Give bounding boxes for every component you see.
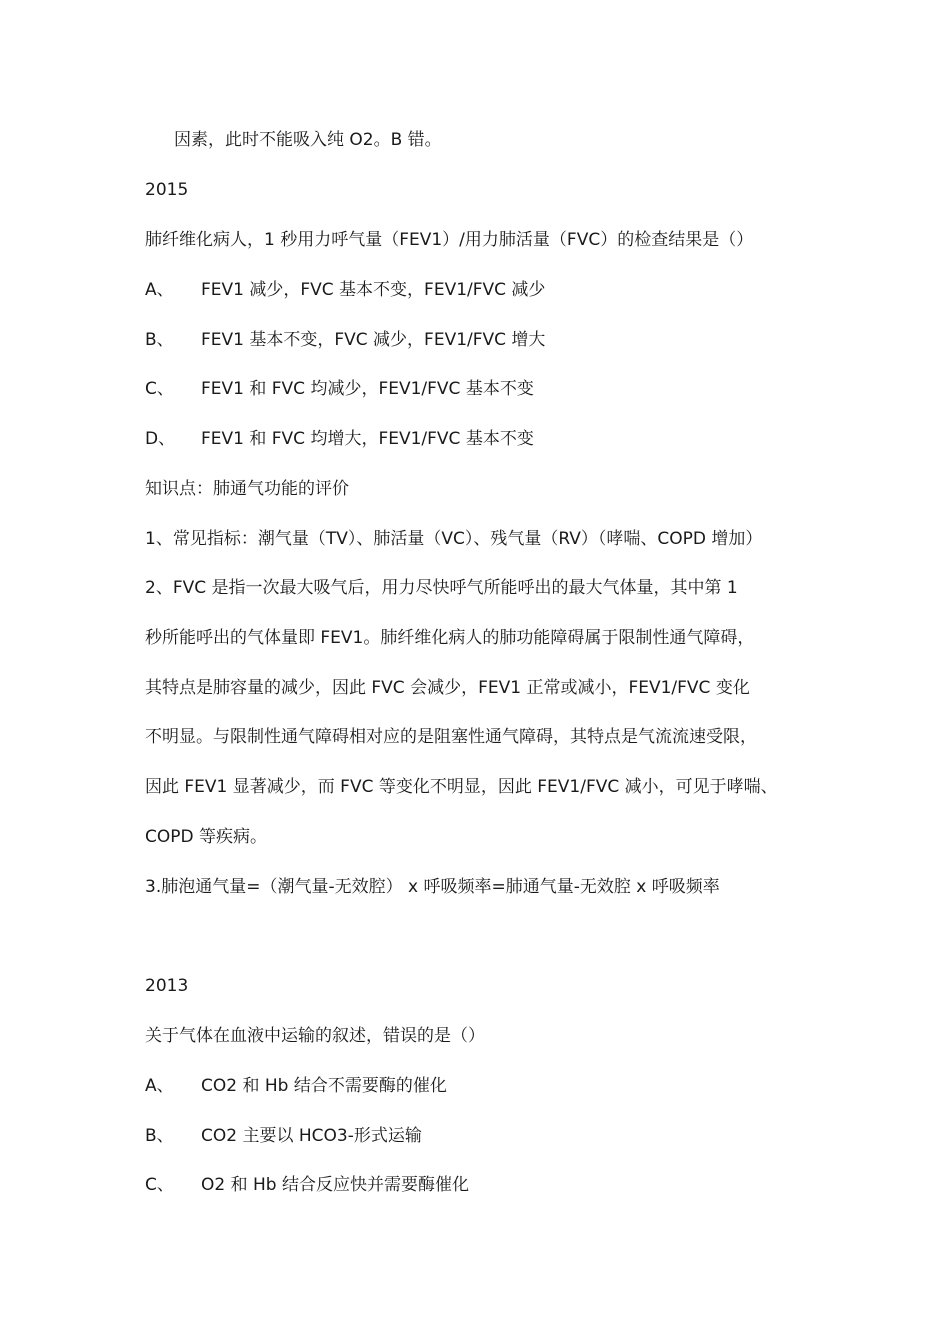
option-c: [145, 377, 815, 401]
option-b: [145, 1124, 815, 1148]
question-year-2013: 2013: [145, 976, 189, 996]
option-letter: A、: [145, 1076, 174, 1096]
question-stem-2013: 关于气体在血液中运输的叙述，错误的是（）: [145, 1026, 485, 1046]
option-letter: D、: [145, 429, 176, 449]
option-text: FEV1 基本不变，FVC 减少，FEV1/FVC 增大: [201, 330, 546, 350]
option-text: FEV1 和 FVC 均增大，FEV1/FVC 基本不变: [201, 429, 534, 449]
knowledge-item-2-line-1: 2、FVC 是指一次最大吸气后，用力尽快呼气所能呼出的最大气体量，其中第 1: [145, 578, 738, 598]
option-b: [145, 328, 815, 352]
knowledge-item-2-line-2: 秒所能呼出的气体量即 FEV1。肺纤维化病人的肺功能障碍属于限制性通气障碍，: [145, 628, 755, 648]
option-text: FEV1 减少，FVC 基本不变，FEV1/FVC 减少: [201, 280, 546, 300]
option-text: CO2 和 Hb 结合不需要酶的催化: [201, 1076, 447, 1096]
option-text: CO2 主要以 HCO3-形式运输: [201, 1126, 422, 1146]
knowledge-item-2-line-3: 其特点是肺容量的减少，因此 FVC 会减少，FEV1 正常或减小，FEV1/FVC 变化: [145, 678, 750, 698]
option-d: [145, 427, 815, 451]
option-text: FEV1 和 FVC 均减少，FEV1/FVC 基本不变: [201, 379, 534, 399]
option-letter: A、: [145, 280, 174, 300]
option-c: [145, 1173, 815, 1197]
knowledge-item-3: 3.肺泡通气量=（潮气量-无效腔） x 呼吸频率=肺通气量-无效腔 x 呼吸频率: [145, 877, 720, 897]
knowledge-point-title: 知识点：肺通气功能的评价: [145, 479, 349, 499]
option-letter: C、: [145, 379, 174, 399]
question-year-2015: 2015: [145, 180, 189, 200]
question-stem-2015: 肺纤维化病人，1 秒用力呼气量（FEV1）/用力肺活量（FVC）的检查结果是（）: [145, 230, 754, 250]
option-a: [145, 1074, 815, 1098]
paragraph-continuation: 因素，此时不能吸入纯 O2。B 错。: [174, 130, 442, 150]
knowledge-item-2-line-5: 因此 FEV1 显著减少，而 FVC 等变化不明显，因此 FEV1/FVC 减小，可见于哮喘、: [145, 777, 778, 797]
knowledge-item-2-line-6: COPD 等疾病。: [145, 827, 267, 847]
knowledge-item-1: 1、常见指标：潮气量（TV）、肺活量（VC）、残气量（RV）（哮喘、COPD 增加）: [145, 529, 763, 549]
option-a: [145, 278, 815, 302]
option-letter: C、: [145, 1175, 174, 1195]
option-letter: B、: [145, 330, 174, 350]
option-letter: B、: [145, 1126, 174, 1146]
knowledge-item-2-line-4: 不明显。与限制性通气障碍相对应的是阻塞性通气障碍，其特点是气流流速受限，: [145, 727, 757, 747]
option-text: O2 和 Hb 结合反应快并需要酶催化: [201, 1175, 469, 1195]
